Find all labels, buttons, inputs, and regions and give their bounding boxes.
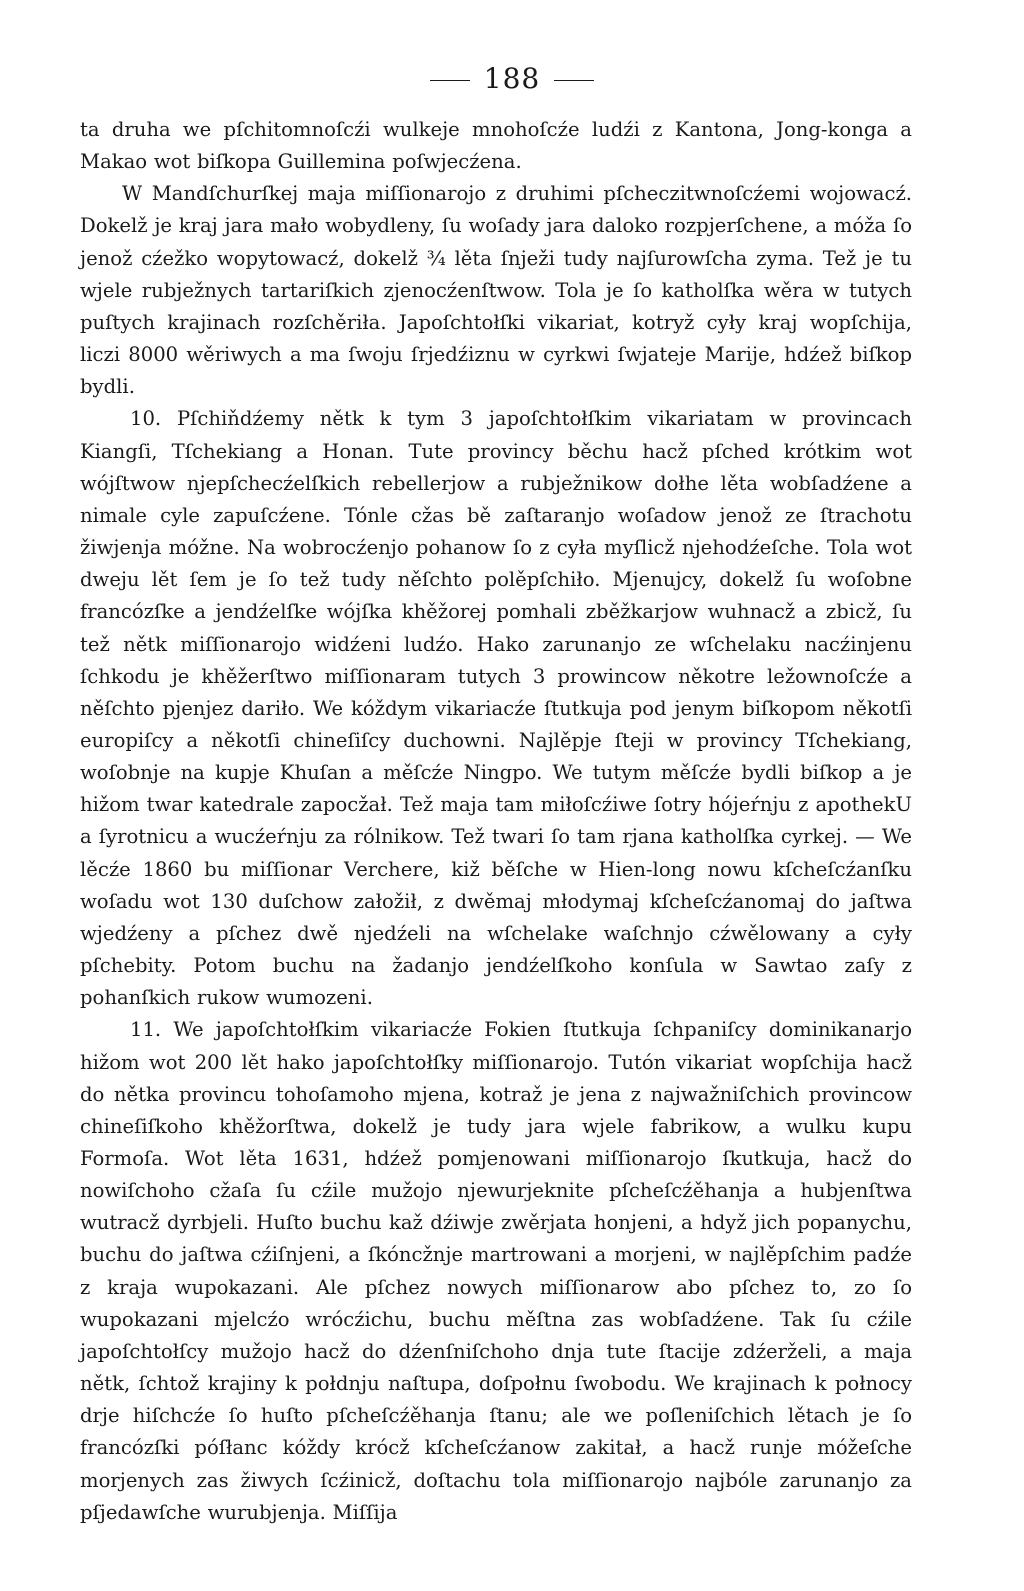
paragraph-mandschuria: W Mandſchurſkej maja miſſionarojo z druhimi pſcheczitwnoſcźemi wojowacź. Dokelž je kraj jara mało wobydleny, ſu woſady jara daloko rozpjerſchene, a móža ſo jenož cźežko wopytowacź, dokelž ³⁄₄ lěta ſnježi tudy najſurowſcha zyma. Tež je tu wjele rubježnych tartariſkich zjenocźenſtwow. Tola je ſo katholſka wěra w tutych puſtych krajinach rozſchěriła. Japoſchtołſki vikariat, kotryž cyły kraj wopſchija, liczi 8000 wěriwych a ma ſwoju ſrjedźiznu w cyrkwi ſwjateje Marije, hdźež biſkop bydli.: [80, 182, 912, 399]
paragraph-10: 10. Pſchiňdźemy nětk k tym 3 japoſchtołſkim vikariatam w provincach Kiangſi, Tſchekiang a Honan. Tute provincy běchu hacž pſched krótkim wot wójſtwow njepſchecźelſkich rebellerjow a rubježnikow dołhe lěta wobſadźene a nimale cyle zapuſcźene. Tónle cžas bě zaſtaranjo woſadow jenož ze ſtrachotu žiwjenja móžne. Na wobrocźenjo pohanow ſo z cyła myſlicž njehodźeſche. Tola wot dweju lět ſem je ſo tež tudy něſchto polěpſchiło. Mjenujcy, dokelž ſu woſobne francózſke a jendźelſke wójſka khěžorej pomhali zběžkarjow wuhnacž a zbicž, ſu tež nětk miſſionarojo widźeni ludźo. Hako zarunanjo ze wſchelaku nacźinjenu ſchkodu je khěžerſtwo miſſionaram tutych 3 prowincow někotre ležownoſcźe a něſchto pjenjez dariło. We kóždym vikariacźe ſtutkuja pod jenym biſkopom někotſi europiſcy a někotſi chineſiſcy duchowni. Najlěpje ſteji w provincy Tſchekiang, woſobnje na kupje Khuſan a měſcźe Ningpo. We tutym měſcźe bydli biſkop a je hižom twar katedrale zapocžał. Tež maja tam miłoſcźiwe ſotry hójeŕnju z apothekU a ſyrotnicu a wucźeŕnju za rólnikow. Tež twari ſo tam rjana katholſka cyrkej. — We lěcźe 1860 bu miſſionar Verchere, kiž běſche w Hien-long nowu kſcheſcźanſku woſadu wot 130 duſchow załožił, z dwěmaj młodymaj kſcheſcźanomaj do jaſtwa wjedźeny a pſchez dwě njedźeli na wſchelake waſchnjo cźwělowany a cyły pſchebity. Potom buchu na žadanjo jendźelſkoho konſula w Sawtao zaſy z pohanſkich rukow wumozeni.: [80, 407, 912, 1010]
header-dash-right: [554, 80, 594, 81]
paragraph-11: 11. We japoſchtołſkim vikariacźe Fokien ſtutkuja ſchpaniſcy dominikanarjo hižom wot 200 lět hako japoſchtołſky miſſionarojo. Tutón vikariat wopſchija hacž do nětka provincu tohoſamoho mjena, kotraž je jena z najwažniſchich provincow chineſiſkoho khěžorſtwa, dokelž je tudy jara wjele fabrikow, a wulku kupu Formoſa. Wot lěta 1631, hdźež pomjenowani miſſionarojo ſkutkuja, hacž do nowiſchoho cžaſa ſu cźile mužojo njewurjeknite pſcheſcźěhanja a hubjenſtwa wutracž dyrbjeli. Huſto buchu kaž dźiwje zwěrjata honjeni, a hdyž jich popanychu, buchu do jaſtwa cźiſnjeni, a ſkóncžnje martrowani a morjeni, w najlěpſchim padźe z kraja wupokazani. Ale pſchez nowych miſſionarow abo pſchez to, zo ſo wupokazani mjelcźo wrócźichu, buchu měſtna zas wobſadźene. Tak ſu cźile japoſchtołſcy mužojo hacž do dźenſniſchoho dnja tute ſtacije zdźerželi, a maja nětk, ſchtož krajiny k połdnju naſtupa, doſpołnu ſwobodu. We krajinach k połnocy drje hiſchcźe ſo huſto pſcheſcźěhanja ſtanu; ale we poſleniſchich lětach je ſo francózſki póſłanc kóždy krócž kſcheſcźanow zakitał, a hacž runje móžeſche morjenych zas žiwych ſcźinicž, doſtachu tola miſſionarojo najbóle zarunanjo za pſjedawſche wurubjenja. Miſſija: [80, 1018, 912, 1524]
page-header: [0, 62, 1024, 95]
paragraph-continued: ta druha we pſchitomnoſcźi wulkeje mnohoſcźe ludźi z Kantona, Jong-konga a Makao wot biſkopa Guillemina poſwjecźena.: [80, 118, 912, 174]
body-text: [80, 114, 912, 1529]
page-number: 188: [483, 62, 541, 95]
header-dash-left: [430, 80, 470, 81]
